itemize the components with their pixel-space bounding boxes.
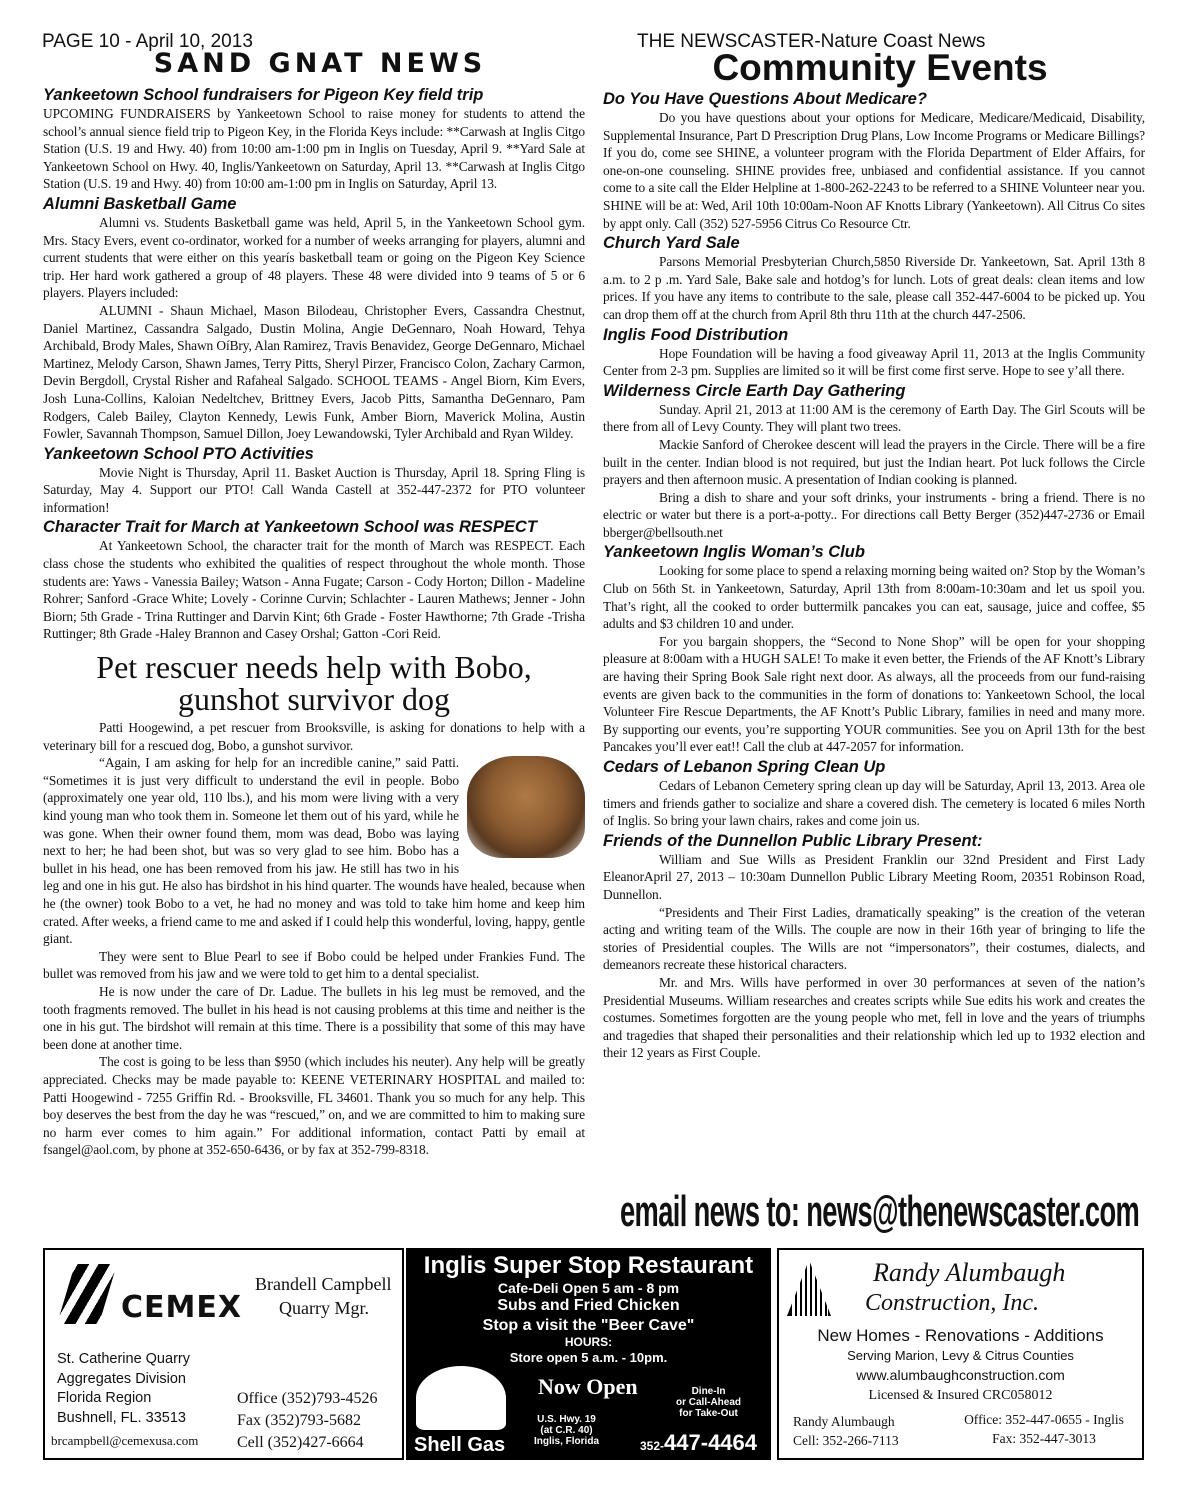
inglis-ad-cr: (at C.R. 40) xyxy=(540,1425,593,1436)
right-column xyxy=(603,88,1145,1062)
pet-article-paragraph: They were sent to Blue Pearl to see if Bobo could be helped under Frankies Fund. The bullet was removed from his jaw and we were told to get him to a dental specialist. xyxy=(43,948,585,982)
left-column xyxy=(43,84,585,1159)
event-headline: Yankeetown Inglis Woman’s Club xyxy=(603,543,865,562)
cemex-office-phone: Office (352)793-4526 xyxy=(237,1390,378,1407)
article-paragraph: At Yankeetown School, the character trait for the month of March was RESPECT. Each class chose the students who exhibited the qualities of respect throughout the whole month. Those students are: Yaws - Vanessia Bailey; Watson - Anna Fugate; Carson - Cody Horton; Dillon - Madeline Rohrer; Sanford -Grace White; Lovely - Corinne Curvin; Schlachter - Lauren Mathews; Jenner - John Biorn; 5th Grade - Trina Ruttinger and Darvin Kint; 6th Grade - Foster Hawthorne; 7th Grade -Trisha Ruttinger; 8th Grade -Haley Brannon and Casey Orshal; Gatton -Cori Reid. xyxy=(43,538,585,642)
event-paragraph: Do you have questions about your options for Medicare, Medicare/Medicaid, Disability, Supplemental Insurance, Part D Prescription Drug Plans, Low Income Programs or Medicare Billings? If you do, come see SHINE, a volunteer program with the Florida Department of Elder Affairs, for one-on-one counseling. SHINE provides free, unbiased and confidential assistance. If you cannot come to a site call the Elder Helpline at 1-800-262-2243 to be referred to a SHINE Volunteer near you. SHINE will be at: Wed, Aril 10th 10:00am-Noon AF Knotts Library (Yankeetown). All Citrus Co sites by appt only. Call (352) 527-5956 Citrus Co Resource Ctr. xyxy=(603,110,1145,231)
alumbaugh-tagline: New Homes - Renovations - Additions xyxy=(817,1326,1104,1345)
alumbaugh-service-area: Serving Marion, Levy & Citrus Counties xyxy=(847,1348,1074,1363)
event-headline: Cedars of Lebanon Spring Clean Up xyxy=(603,758,886,776)
alumbaugh-contact-name: Randy Alumbaugh xyxy=(793,1414,895,1429)
event-paragraph: Mackie Sanford of Cherokee descent will lead the prayers in the Circle. There will be a fire built in the center. Indian blood is not required, but just the Indian heart. Pot luck follows the Circle prayers and then afternoon music. A presentation of Indian cooking is planned. xyxy=(603,436,1145,488)
article-headline: Alumni Basketball Game xyxy=(43,194,237,213)
event-headline: Inglis Food Distribution xyxy=(603,325,789,344)
event-paragraph: Sunday. April 21, 2013 at 11:00 AM is the ceremony of Earth Day. The Girl Scouts will be there from all of Levy County. They will plant two trees. xyxy=(603,401,1145,435)
article-paragraph: Alumni vs. Students Basketball game was held, April 5, in the Yankeetown School gym. Mrs. Stacy Evers, event co-ordinator, worked for a number of weeks arranging for players, alumni and current students that were either on this yearís basketball team or going on the Pigeon Key Science trip. Her hard work gathered a group of 48 players. These 48 were divided into 9 teams of 5 or 6 players. Players included: xyxy=(43,214,585,301)
bobo-dog-photo xyxy=(467,756,585,858)
inglis-ad-store-open: Store open 5 a.m. - 10pm. xyxy=(509,1350,668,1365)
alumbaugh-license: Licensed & Insured CRC058012 xyxy=(868,1388,1053,1403)
event-headline: Do You Have Questions About Medicare? xyxy=(603,90,927,108)
page-header-right: THE NEWSCASTER-Nature Coast News xyxy=(637,31,986,52)
inglis-ad-city: Inglis, Florida xyxy=(534,1436,600,1447)
article-headline: Character Trait for March at Yankeetown School was RESPECT xyxy=(43,518,537,537)
inglis-ad-hours-line: Cafe-Deli Open 5 am - 8 pm xyxy=(497,1280,680,1296)
event-paragraph: For you bargain shoppers, the “Second to None Shop” will be open for your shopping pleasure at 8:00am with a HUGH SALE! To make it even better, the Friends of the AF Knott’s Library are having their Spring Book Sale right next door. As always, all the proceeds from our fund-raising events are given back to the communities in the form of donations to: Yankeetown School, the local Volunteer Fire Rescue Departments, the AF Knott’s Public Library, families in need and many more. By supporting our events, you’re supporting YOUR communities. See you on April 13th for the best Pancakes you’ll ever eat!! Call the club at 447-2057 for information. xyxy=(603,633,1145,755)
cemex-addr-2: Aggregates Division xyxy=(57,1370,186,1387)
inglis-ad-now-open: Now Open xyxy=(538,1374,638,1399)
alumbaugh-construction-ad xyxy=(777,1248,1144,1460)
community-events-masthead: Community Events xyxy=(712,47,1048,88)
cemex-contact-name: Brandell Campbell xyxy=(255,1274,392,1294)
cemex-contact-title: Quarry Mgr. xyxy=(279,1298,369,1318)
cemex-addr-1: St. Catherine Quarry xyxy=(57,1351,190,1367)
pet-rescue-headline: Pet rescuer needs help with Bobo, gunshot survivor dog xyxy=(96,649,532,718)
inglis-ad-hwy: U.S. Hwy. 19 xyxy=(537,1414,596,1425)
cemex-logo xyxy=(57,1264,242,1325)
alumbaugh-company: Construction, Inc. xyxy=(865,1290,1039,1316)
cemex-stripes-icon xyxy=(57,1264,117,1324)
page-header-left: PAGE 10 - April 10, 2013 xyxy=(42,31,253,52)
event-paragraph: “Presidents and Their First Ladies, dramatically speaking” is the creation of the veteran acting and writing team of the Wills. The couple are now in their 16th year of bringing to life the stories of Presidential couples. The Wills are not “impersonators”, their costumes, dialects, and demeanors recreate these historical characters. xyxy=(603,904,1145,973)
inglis-super-stop-ad xyxy=(406,1248,771,1460)
inglis-ad-call-ahead: or Call-Ahead xyxy=(676,1397,742,1408)
event-paragraph: Cedars of Lebanon Cemetery spring clean up day will be Saturday, April 13, 2013. Area ole timers and friends gather to socialize and share a covered dish. The cemetery is located 6 miles North of Inglis. So bring your lawn chairs, rakes and come join us. xyxy=(603,778,1145,829)
pet-article-paragraph: He is now under the care of Dr. Ladue. The bullets in his leg must be removed, and the tooth fragments removed. The bullet in his head is not causing problems at this time and neither is the one in his gut. The birdshot will remain at this time. There is a possibility that some of this may have been done at another time. xyxy=(43,983,585,1052)
event-paragraph: Mr. and Mrs. Wills have performed in over 30 performances at seven of the nation’s Presidential Museums. William researches and creates scripts while Sue edits his work and creates the costumes. Sometimes forgotten are the young people who met, fell in love and the years of triumphs and tragedies that shaped their personalities and their relationship which led up to 1932 election and their 12 years as First Couple. xyxy=(603,974,1145,1061)
inglis-ad-beer-cave: Stop a visit the "Beer Cave" xyxy=(482,1317,695,1334)
article-paragraph: UPCOMING FUNDRAISERS by Yankeetown School to raise money for students to attend the school’s annual sience field trip to Pigeon Key, in the Florida Keys include: **Carwash at Inglis Citgo Station (U.S. 19 and Hwy. 40) from 10:00 am-1:00 pm in Inglis on Tuesday, April 9. **Yard Sale at Yankeetown School on Hwy. 40, Inglis/Yankeetown on Saturday, April 13. **Carwash at Inglis Citgo Station (U.S. 19 and Hwy. 40) from 10:00 am-1:00 pm in Inglis on Saturday, April 13. xyxy=(43,106,585,192)
cemex-fax: Fax (352)793-5682 xyxy=(237,1412,361,1429)
alumbaugh-fax: Fax: 352-447-3013 xyxy=(992,1431,1096,1446)
inglis-ad-phone: 447-4464 xyxy=(664,1430,758,1455)
event-paragraph: William and Sue Wills as President Franklin our 32nd President and First Lady EleanorApril 27, 2013 – 10:30am Dunnellon Public Library Meeting Room, 20351 Robinson Road, Dunnellon. xyxy=(603,851,1145,902)
inglis-ad-phone-prefix: 352- xyxy=(640,1439,665,1453)
inglis-ad-dine-in: Dine-In xyxy=(691,1386,726,1397)
inglis-ad-hours-label: HOURS: xyxy=(564,1335,613,1349)
sand-gnat-masthead: SAND GNAT NEWS xyxy=(153,48,487,79)
inglis-ad-subs-line: Subs and Fried Chicken xyxy=(497,1297,680,1314)
cemex-email: brcampbell@cemexusa.com xyxy=(51,1433,199,1448)
event-headline: Church Yard Sale xyxy=(603,234,740,253)
event-headline: Wilderness Circle Earth Day Gathering xyxy=(603,381,906,400)
pet-article-paragraph: “Again, I am asking for help for an incredible canine,” said Patti. “Sometimes it is just very difficult to understand the evil in people. Bobo (approximately one year old, 110 lbs.), and his mom were living with a very kind young man who took them in. Someone let them out of his yard, while he was gone. When their owner found them, mom was dead, Bobo was laying next to her; he had been shot, but was so very glad to see him. Bobo has a bullet in his head, one has been removed from his jaw. He still has two in his leg and one in his gut. He also has birdshot in his hind quarter. The wounds have healed, because when he (the owner) took Bobo to a vet, he had no money and was told to take him home and keep him crated. After weeks, a friend came to me and asked if I could help this wonderful, loving, happy, gentle giant. xyxy=(43,755,585,947)
inglis-ad-title: Inglis Super Stop Restaurant xyxy=(423,1252,754,1279)
article-paragraph: ALUMNI - Shaun Michael, Mason Bilodeau, Christopher Evers, Cassandra Chestnut, Daniel Martinez, Cassandra Salgado, Dustin Molina, Angie DeGennaro, Noah Howard, Tehya Archibald, Brody Males, Shawn OíBry, Alan Ramirez, Travis Benavidez, George DeGennaro, Michael Martinez, Melody Carson, Shawn James, Terry Pitts, Sheryl Pirzer, Francisco Colon, Zachary Carmon, Devin Bergdoll, Crystal Risher and Rafaheal Salgado. SCHOOL TEAMS - Angel Biorn, Kim Evers, Josh Luna-Collins, Kaloian Nedeltchev, Brittney Evers, Jacob Pitts, Samantha DeGennaro, Pam Rodgers, Caleb Bailey, Clayton Kennedy, Lewis Funk, Amber Biorn, Maverick Molina, Austin Fowler, Savannah Thompson, Samuel Dillon, Joey Lewandowski, Tyler Archibald and Ryan Wildey. xyxy=(43,302,585,442)
cemex-logo-text: CEMEX xyxy=(121,1290,242,1325)
article-paragraph: Movie Night is Thursday, April 11. Basket Auction is Thursday, April 18. Spring Fling is Saturday, May 4. Support our PTO! Call Wanda Castell at 352-447-2372 for PTO volunteer information! xyxy=(43,464,585,515)
alumbaugh-office: Office: 352-447-0655 - Inglis xyxy=(964,1412,1124,1427)
event-headline: Friends of the Dunnellon Public Library Present: xyxy=(603,831,983,850)
alumbaugh-name: Randy Alumbaugh xyxy=(873,1258,1066,1287)
event-paragraph: Parsons Memorial Presbyterian Church,5850 Riverside Dr. Yankeetown, Sat. April 13th 8 a.m. to 2 p .m. Yard Sale, Bake sale and hotdog’s for lunch. Lots of great deals: clean items and low prices. If you have any items to contribute to the sale, please call 352-447-6004 to be picked up. You can drop them off at the church from April 8th thru 11th at the church 447-2506. xyxy=(603,254,1145,322)
cemex-ad xyxy=(43,1248,404,1460)
shell-logo-icon xyxy=(416,1366,506,1430)
article-headline: Yankeetown School PTO Activities xyxy=(43,444,314,463)
cemex-cell: Cell (352)427-6664 xyxy=(237,1434,364,1451)
pet-article-paragraph: The cost is going to be less than $950 (which includes his neuter). Any help will be greatly appreciated. Checks may be made payable to: KEENE VETERINARY HOSPITAL and mailed to: Patti Hoogewind - 7255 Griffin Rd. - Brooksville, FL 34601. Thank you so much for any help. This boy deserves the best from the day he was “rescued,” on, and we are committed to him to making sure no harm ever comes to him again.” For additional information, contact Patti by email at fsangel@aol.com, by phone at 352-650-6436, or by fax at 352-799-8318. xyxy=(43,1054,585,1158)
cemex-addr-4: Bushnell, FL. 33513 xyxy=(57,1409,186,1426)
pet-article-paragraph: Patti Hoogewind, a pet rescuer from Brooksville, is asking for donations to help with a veterinary bill for a rescued dog, Bobo, a gunshot survivor. xyxy=(43,720,585,753)
event-paragraph: Bring a dish to share and your soft drinks, your instruments - bring a friend. There is no electric or water but there is a port-a-potty.. For directions call Betty Berger (352)447-2736 or Email bberger@bellsouth.net xyxy=(603,489,1145,540)
alumbaugh-logo-icon xyxy=(787,1260,831,1316)
alumbaugh-website: www.alumbaughconstruction.com xyxy=(856,1367,1065,1383)
article-headline: Yankeetown School fundraisers for Pigeon Key field trip xyxy=(43,86,484,104)
inglis-ad-shell-gas: Shell Gas xyxy=(414,1434,506,1456)
event-paragraph: Looking for some place to spend a relaxing morning being waited on? Stop by the Woman’s Club on 56th St. in Yankeetown, Saturday, April 13th from 8:00am-10:30am and let us spoil you. That’s right, all the cooked to order buttermilk pancakes you can eat, sausage, juice and coffee, $5 adults and $3 children 10 and under. xyxy=(603,563,1145,632)
alumbaugh-cell: Cell: 352-266-7113 xyxy=(793,1433,899,1448)
email-banner: email news to: news@thenewscaster.com xyxy=(620,1187,1140,1236)
event-paragraph: Hope Foundation will be having a food giveaway April 11, 2013 at the Inglis Community Center from 2-3 pm. Supplies are limited so it will be first come first serve. Hope to see y’all there. xyxy=(603,345,1145,379)
cemex-addr-3: Florida Region xyxy=(57,1390,152,1406)
inglis-ad-take-out: for Take-Out xyxy=(679,1408,738,1419)
